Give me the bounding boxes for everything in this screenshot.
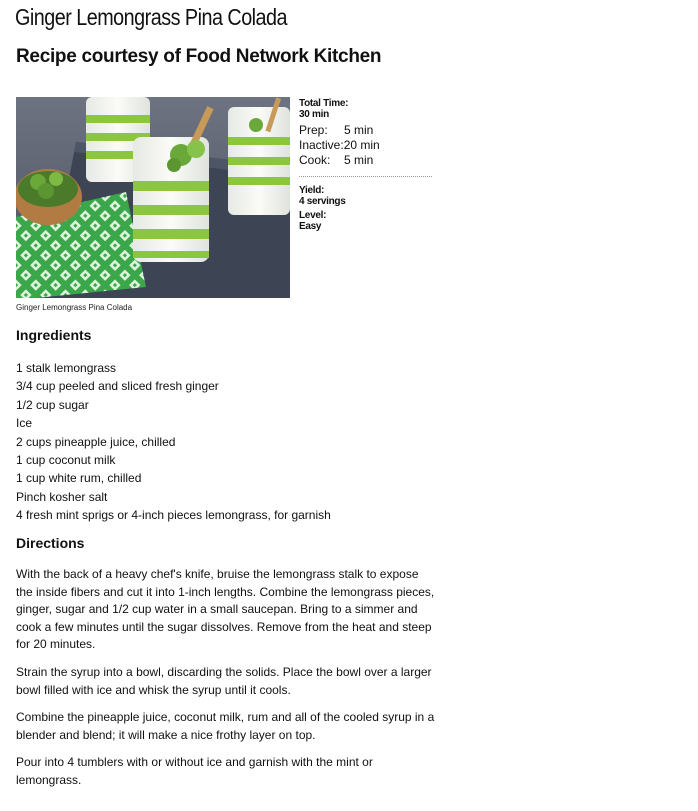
recipe-title: Ginger Lemongrass Pina Colada <box>15 4 288 30</box>
inactive-value: 20 min <box>343 138 380 152</box>
ingredient-item: 4 fresh mint sprigs or 4-inch pieces lemongrass, for garnish <box>16 508 331 523</box>
prep-label: Prep: <box>299 123 328 137</box>
ingredient-item: 1 cup white rum, chilled <box>16 471 142 486</box>
total-time-value: 30 min <box>299 109 329 120</box>
ingredient-item: 3/4 cup peeled and sliced fresh ginger <box>16 379 219 394</box>
inactive-label: Inactive: <box>299 138 344 152</box>
direction-step: Strain the syrup into a bowl, discarding the solids. Place the bowl over a larger bowl filled with ice and whisk the syrup until it cools. <box>16 664 432 697</box>
ingredient-item: 1 stalk lemongrass <box>16 361 117 375</box>
level-label: Level: <box>299 210 327 221</box>
cook-label: Cook: <box>299 153 331 167</box>
ingredient-item: 1/2 cup sugar <box>16 397 89 412</box>
prep-value: 5 min <box>344 123 374 137</box>
ingredients-list <box>16 359 331 525</box>
level-value: Easy <box>299 221 322 232</box>
total-time-label: Total Time: <box>299 98 349 109</box>
recipe-meta <box>299 98 433 232</box>
directions-heading: Directions <box>16 535 85 551</box>
cook-value: 5 min <box>344 153 374 167</box>
recipe-photo <box>16 97 290 298</box>
inactive-row <box>299 138 433 153</box>
yield-value: 4 servings <box>299 196 346 207</box>
ingredient-item: Pinch kosher salt <box>16 489 108 504</box>
directions-list <box>16 566 436 800</box>
meta-divider <box>299 176 432 177</box>
yield-label: Yield: <box>299 185 325 196</box>
direction-step: Pour into 4 tumblers with or without ice and garnish with the mint or lemongrass. <box>16 755 373 787</box>
ingredient-item: 2 cups pineapple juice, chilled <box>16 434 176 449</box>
direction-step: With the back of a heavy chef's knife, bruise the lemongrass stalk to expose the inside fibers and cut it into 1-inch lengths. Combine the lemongrass pieces, ginger, sugar and 1/2 cup water in a small saucepan. Bring to a simmer and cook a few minutes until the sugar dissolves. Remove from the heat and steep for 20 minutes. <box>16 567 435 652</box>
ingredient-item: Ice <box>16 416 33 431</box>
ingredient-item: 1 cup coconut milk <box>16 453 116 468</box>
cook-row <box>299 153 433 168</box>
direction-step: Combine the pineapple juice, coconut milk, rum and all of the cooled syrup in a blender and blend; it will make a nice frothy layer on top. <box>16 710 435 742</box>
ingredients-heading: Ingredients <box>16 327 92 343</box>
prep-row <box>299 123 433 138</box>
recipe-source: Recipe courtesy of Food Network Kitchen <box>16 46 382 67</box>
photo-caption: Ginger Lemongrass Pina Colada <box>16 303 133 312</box>
